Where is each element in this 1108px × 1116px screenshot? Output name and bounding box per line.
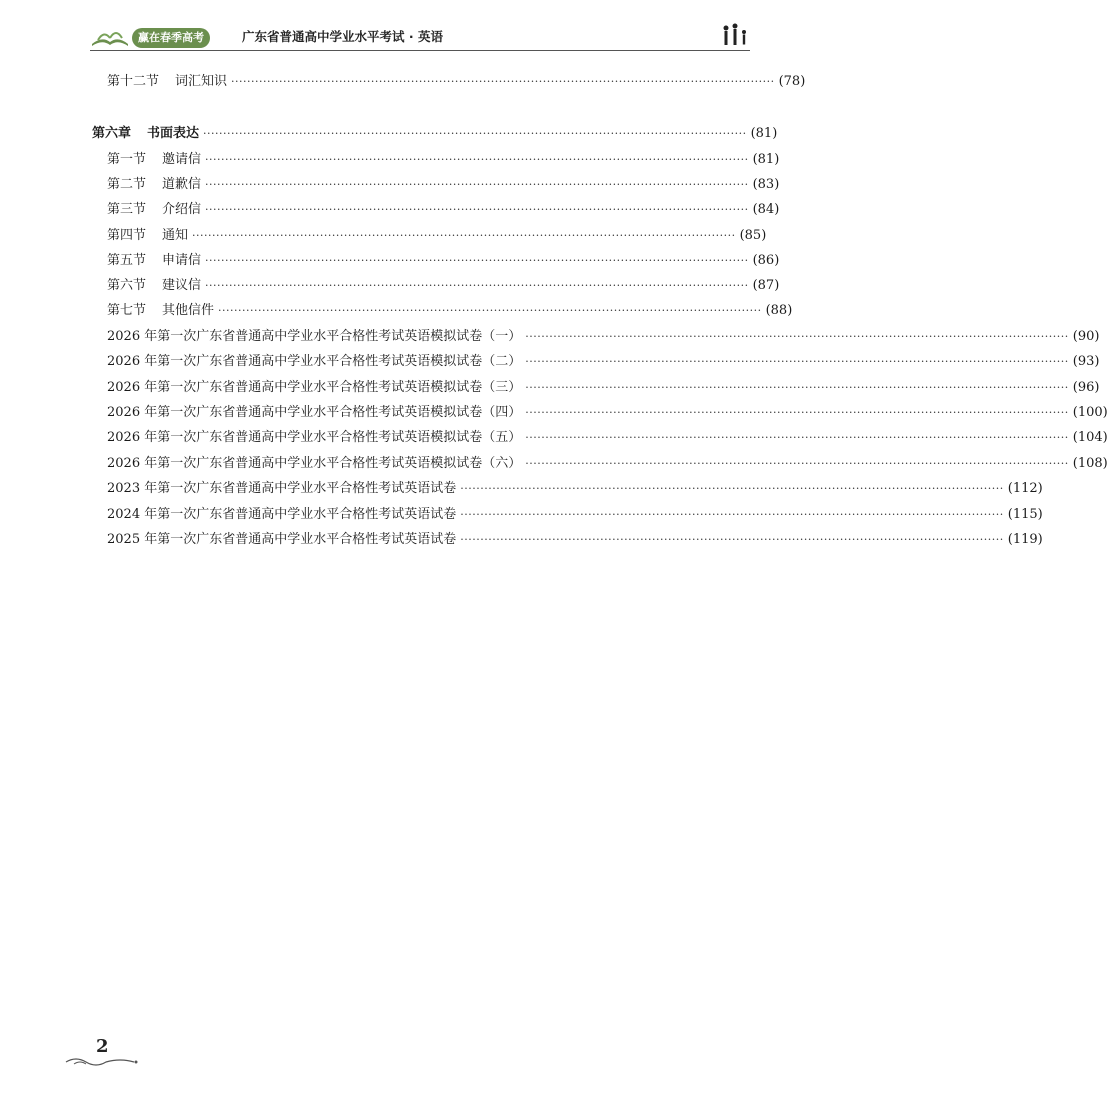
toc-page: (86) [752, 253, 780, 268]
dot-leader: ········································································································································ [525, 406, 1069, 419]
toc-row [107, 251, 780, 271]
toc-title: 2026 年第一次广东省普通高中学业水平合格性考试英语模拟试卷（二） [107, 354, 522, 369]
toc-title: 2023 年第一次广东省普通高中学业水平合格性考试英语试卷 [107, 481, 457, 496]
toc-row [107, 403, 1108, 423]
header-rule [90, 50, 750, 51]
toc-page: (83) [752, 177, 780, 192]
dot-leader: ········································································································································ [218, 304, 762, 317]
toc-title: 邀请信 [162, 152, 202, 167]
dot-leader: ········································································································································ [231, 75, 775, 88]
dot-leader: ········································································································································ [205, 203, 749, 216]
toc-title: 通知 [162, 228, 189, 243]
toc-title: 词汇知识 [175, 74, 228, 89]
toc-row [107, 301, 793, 321]
toc-page: (93) [1072, 354, 1100, 369]
dot-leader: ········································································································································ [460, 533, 1004, 546]
dot-leader: ········································································································································ [525, 431, 1069, 444]
toc-title: 2026 年第一次广东省普通高中学业水平合格性考试英语模拟试卷（一） [107, 329, 522, 344]
dot-leader: ········································································································································ [205, 178, 749, 191]
toc-title: 道歉信 [162, 177, 202, 192]
toc-title: 介绍信 [162, 202, 202, 217]
toc-title: 2026 年第一次广东省普通高中学业水平合格性考试英语模拟试卷（六） [107, 456, 522, 471]
toc-row [107, 505, 1043, 525]
toc-page: (78) [778, 74, 806, 89]
header-badge: 赢在春季高考 [132, 28, 210, 48]
toc-section-number: 第二节 [107, 177, 147, 192]
toc-section-number: 第一节 [107, 152, 147, 167]
toc-row [107, 175, 780, 195]
family-figures-icon [720, 22, 750, 50]
toc-row [107, 226, 767, 246]
toc-page: (119) [1007, 532, 1043, 547]
toc-row [107, 378, 1100, 398]
dot-leader: ········································································································································ [525, 457, 1069, 470]
toc-section-number: 第七节 [107, 303, 147, 318]
toc-section-number: 第十二节 [107, 74, 160, 89]
toc-page: (115) [1007, 507, 1043, 522]
toc-page: (108) [1072, 456, 1108, 471]
toc-page: (87) [752, 278, 780, 293]
toc-title: 2025 年第一次广东省普通高中学业水平合格性考试英语试卷 [107, 532, 457, 547]
toc-page: (81) [752, 152, 780, 167]
dot-leader: ········································································································································ [203, 127, 747, 140]
toc-row [107, 454, 1108, 474]
toc-title: 其他信件 [162, 303, 215, 318]
toc-page: (84) [752, 202, 780, 217]
dot-leader: ········································································································································ [525, 355, 1069, 368]
toc-title: 申请信 [162, 253, 202, 268]
toc-page: (81) [750, 126, 778, 141]
dot-leader: ········································································································································ [192, 229, 736, 242]
toc-page: (90) [1072, 329, 1100, 344]
toc-section-number: 第五节 [107, 253, 147, 268]
toc-chapter-number: 第六章 [92, 126, 132, 141]
toc-section-number: 第四节 [107, 228, 147, 243]
toc-section-number: 第三节 [107, 202, 147, 217]
toc-page: (104) [1072, 430, 1108, 445]
toc-page: (96) [1072, 380, 1100, 395]
toc-row [107, 530, 1043, 550]
toc-page: (88) [765, 303, 793, 318]
toc-row [107, 352, 1100, 372]
toc-chapter-title: 书面表达 [147, 126, 200, 141]
ornament-icon [64, 1054, 144, 1068]
toc-row [107, 200, 780, 220]
dot-leader: ········································································································································ [460, 482, 1004, 495]
dot-leader: ········································································································································ [205, 153, 749, 166]
toc-title: 2026 年第一次广东省普通高中学业水平合格性考试英语模拟试卷（四） [107, 405, 522, 420]
toc-page: (112) [1007, 481, 1043, 496]
toc-page: (100) [1072, 405, 1108, 420]
running-header [90, 22, 750, 52]
toc-title: 2024 年第一次广东省普通高中学业水平合格性考试英语试卷 [107, 507, 457, 522]
toc-row [107, 428, 1108, 448]
toc-row [107, 276, 780, 296]
toc-title: 2026 年第一次广东省普通高中学业水平合格性考试英语模拟试卷（三） [107, 380, 522, 395]
toc-section-number: 第六节 [107, 278, 147, 293]
toc-row [107, 327, 1100, 347]
dot-leader: ········································································································································ [205, 279, 749, 292]
page-number: 2 [96, 1036, 109, 1057]
dot-leader: ········································································································································ [460, 508, 1004, 521]
dot-leader: ········································································································································ [525, 381, 1069, 394]
toc-title: 建议信 [162, 278, 202, 293]
toc-chapter-row [92, 124, 778, 144]
header-title: 广东省普通高中学业水平考试 · 英语 [242, 29, 443, 44]
dot-leader: ········································································································································ [205, 254, 749, 267]
toc-row [107, 72, 806, 92]
toc-page: (85) [739, 228, 767, 243]
toc-row [107, 479, 1043, 499]
dot-leader: ········································································································································ [525, 330, 1069, 343]
book-icon [90, 26, 130, 48]
toc-row [107, 150, 780, 170]
toc-title: 2026 年第一次广东省普通高中学业水平合格性考试英语模拟试卷（五） [107, 430, 522, 445]
